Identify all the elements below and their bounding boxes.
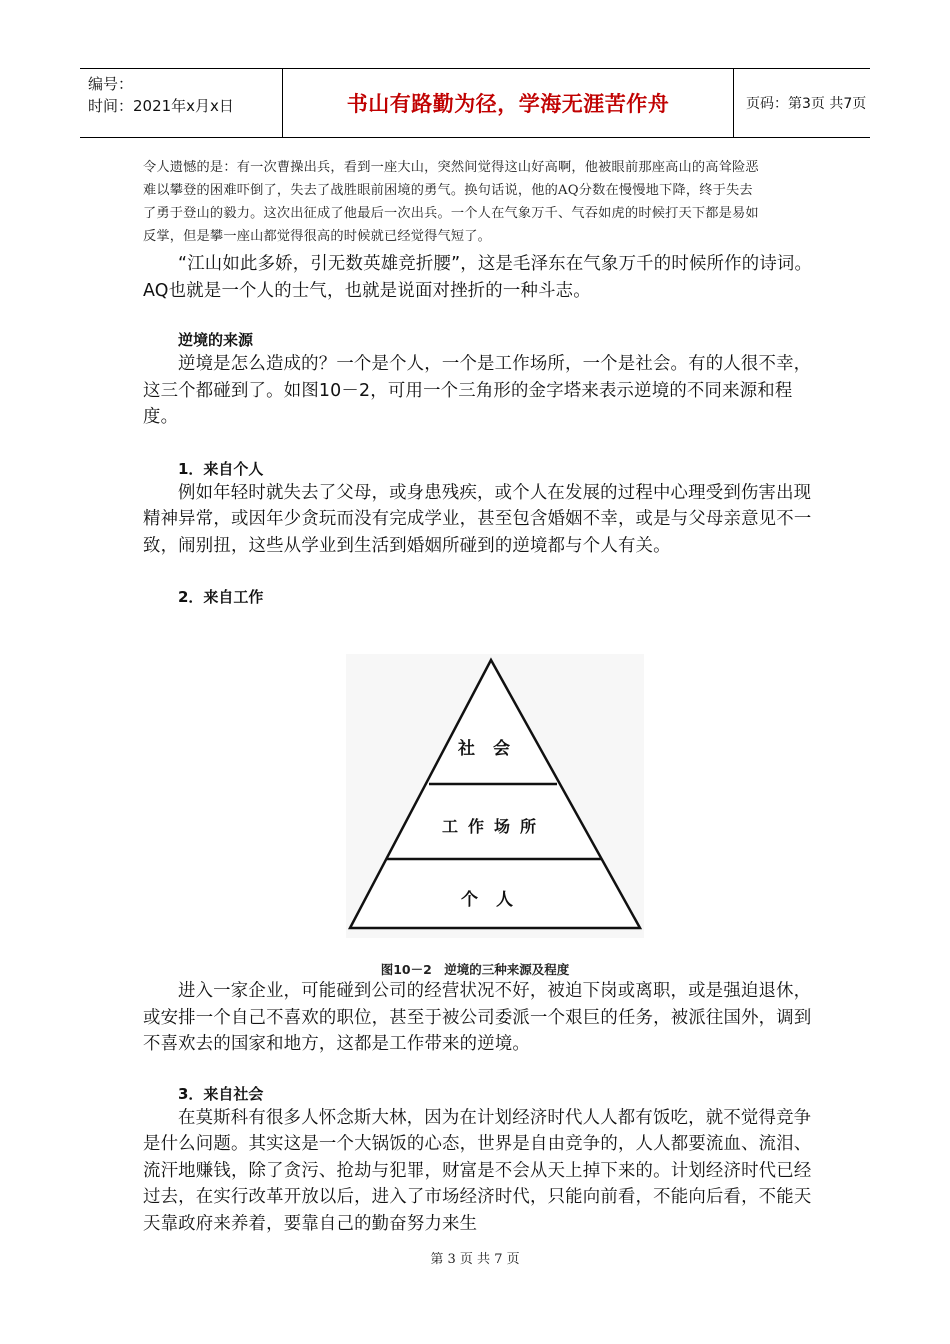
paragraph-poem: “江山如此多娇，引无数英雄竞折腰”，这是毛泽东在气象万千的时候所作的诗词。AQ也就是一个人的士气，也就是说面对挫折的一种斗志。 xyxy=(143,254,813,301)
page-footer: 第 3 页 共 7 页 xyxy=(430,1252,520,1267)
quote-block xyxy=(143,156,813,248)
quote-line: 了勇于登山的毅力。这次出征成了他最后一次出兵。一个人在气象万千、气吞如虎的时候打天下都是易如 xyxy=(143,206,759,221)
header-page-info: 页码：第3页 共7页 xyxy=(746,96,867,112)
document-number-label: 编号： xyxy=(88,75,134,93)
page-body xyxy=(143,152,813,608)
paragraph-personal: 例如年轻时就失去了父母，或身患残疾，或个人在发展的过程中心理受到伤害出现精神异常，或因年少贪玩而没有完成学业，甚至包含婚姻不幸，或是与父母亲意见不一致，闹别扭，这些从学业到生活到婚姻所碰到的逆境都与个人有关。 xyxy=(143,482,812,556)
quote-line: 难以攀登的困难吓倒了，失去了战胜眼前困境的勇气。换句话说，他的AQ分数在慢慢地下降，终于失去 xyxy=(143,183,753,198)
page-header xyxy=(80,68,870,138)
subsection-title-work: 2．来自工作 xyxy=(178,588,264,606)
section-title-source: 逆境的来源 xyxy=(178,331,254,349)
pyramid-level-personal: 个人 xyxy=(461,890,531,910)
header-meta xyxy=(80,69,282,137)
pyramid-outline xyxy=(350,660,640,928)
quote-line: 反掌，但是攀一座山都觉得很高的时候就已经觉得气短了。 xyxy=(143,229,492,244)
quote-line: 令人遗憾的是：有一次曹操出兵，看到一座大山，突然间觉得这山好高啊，他被眼前那座高山的高耸险恶 xyxy=(143,160,759,175)
document-date: 时间：2021年x月x日 xyxy=(88,97,234,115)
paragraph-society: 在莫斯科有很多人怀念斯大林，因为在计划经济时代人人都有饭吃，就不觉得竞争是什么问题。其实这是一个大锅饭的心态，世界是自由竞争的，人人都要流血、流泪、流汗地赚钱，除了贪污、抢劫与犯罪，财富是不会从天上掉下来的。计划经济时代已经过去，在实行改革开放以后，进入了市场经济时代，只能向前看，不能向后看，不能天天靠政府来养着，要靠自己的勤奋努力来生 xyxy=(143,1107,812,1234)
subsection-title-society: 3．来自社会 xyxy=(178,1084,264,1103)
subsection-title-personal: 1．来自个人 xyxy=(178,459,264,478)
pyramid-level-workplace: 工作场所 xyxy=(441,817,547,836)
pyramid-figure xyxy=(346,654,644,938)
figure-caption: 图10－2 逆境的三种来源及程度 xyxy=(380,962,570,977)
paragraph-work: 进入一家企业，可能碰到公司的经营状况不好，被迫下岗或离职，或是强迫退休，或安排一个自己不喜欢的职位，甚至于被公司委派一个艰巨的任务，被派往国外，调到不喜欢去的国家和地方，这都是工作带来的逆境。 xyxy=(143,981,812,1054)
paragraph-source: 逆境是怎么造成的？一个是个人，一个是工作场所，一个是社会。有的人很不幸，这三个都碰到了。如图10－2，可用一个三角形的金字塔来表示逆境的不同来源和程度。 xyxy=(143,354,812,427)
page-body-lower xyxy=(143,978,813,1237)
pyramid-level-society: 社会 xyxy=(458,739,528,759)
header-motto: 书山有路勤为径，学海无涯苦作舟 xyxy=(282,69,734,137)
pyramid-diagram xyxy=(346,654,644,938)
